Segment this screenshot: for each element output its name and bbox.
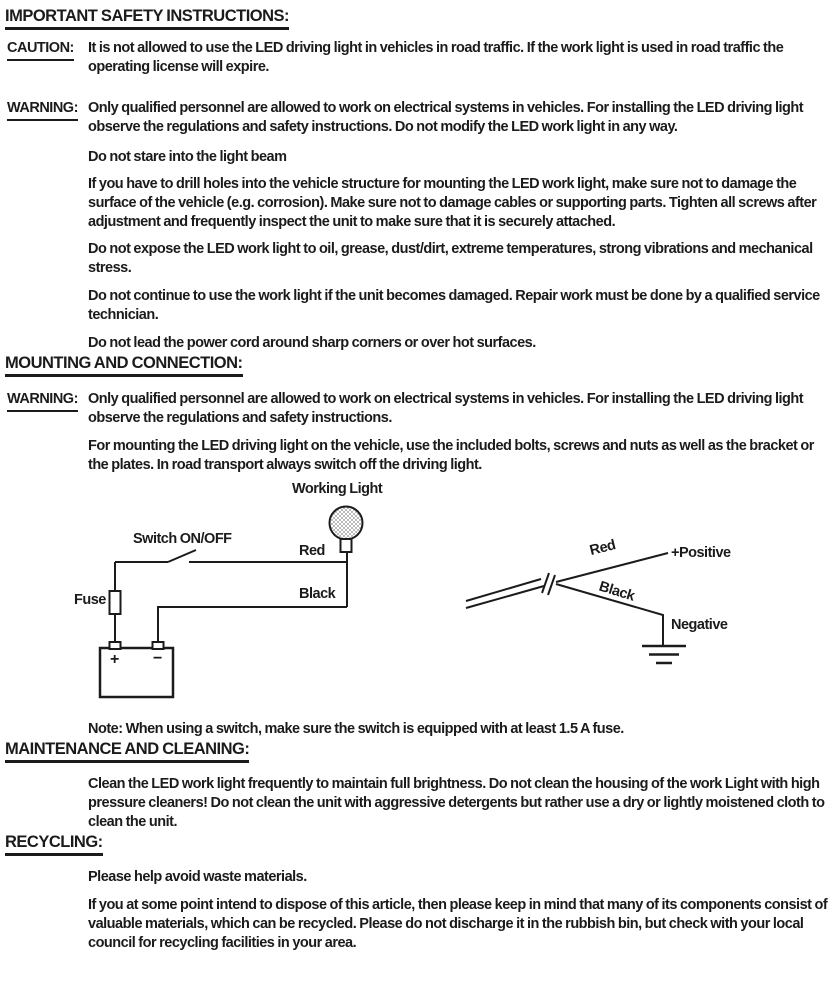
- working-light-label: Working Light: [292, 481, 383, 497]
- red-wire-label: Red: [299, 543, 325, 559]
- cable-break: [548, 575, 555, 595]
- battery-terminal-plus: [110, 642, 121, 649]
- safety-paragraph: Do not continue to use the work light if the unit becomes damaged. Repair work must be done by a qualified service technician.: [88, 288, 820, 323]
- warning-paragraph-mounting: [5, 390, 828, 428]
- section-heading-maintenance-text: MAINTENANCE AND CLEANING:: [5, 739, 249, 763]
- light-stem: [341, 539, 352, 552]
- section-heading-safety: [5, 6, 828, 30]
- caution-text: It is not allowed to use the LED driving light in vehicles in road traffic. If the work light is used in road traffic the operating license will expire.: [88, 40, 784, 75]
- switch-label: Switch ON/OFF: [133, 531, 232, 547]
- fuse-symbol: [110, 591, 121, 614]
- section-heading-recycling-text: RECYCLING:: [5, 832, 103, 856]
- switch-note: Note: When using a switch, make sure the switch is equipped with at least 1.5 A fuse.: [88, 721, 624, 737]
- safety-paragraph: Do not stare into the light beam: [88, 149, 287, 165]
- negative-label: Negative: [671, 617, 728, 633]
- battery-plus-sign: +: [110, 651, 119, 668]
- wiring-diagram: [5, 481, 828, 712]
- maintenance-paragraph: Clean the LED work light frequently to maintain full brightness. Do not clean the housing of the work Light with high pressure cleaners! Do not clean the unit with aggressive detergents but rather use a dry or lightly moistened cloth to clean the unit.: [88, 776, 825, 830]
- battery-minus-sign: −: [153, 650, 162, 667]
- safety-paragraph: If you have to drill holes into the vehicle structure for mounting the LED work light, make sure not to damage the surface of the vehicle (e.g. corrosion). Make sure not to damage cables or supporting parts. Tighten all screws after adjustment and frequently inspect the unit to make sure that it is securely attached.: [88, 176, 817, 230]
- warning-text: Only qualified personnel are allowed to work on electrical systems in vehicles. For installing the LED driving light observe the regulations and safety instructions.: [88, 391, 804, 426]
- cable-red-wire: [556, 553, 668, 582]
- cable-black-label: Black: [597, 578, 637, 605]
- ground-icon: [642, 646, 686, 663]
- section-heading-safety-text: IMPORTANT SAFETY INSTRUCTIONS:: [5, 6, 289, 30]
- cable-red-label: Red: [588, 537, 618, 559]
- positive-label: +Positive: [671, 545, 731, 561]
- caution-paragraph: [5, 39, 828, 77]
- black-wire: [158, 607, 347, 643]
- mounting-paragraph: For mounting the LED driving light on the vehicle, use the included bolts, screws and nuts as well as the bracket or the plates. In road transport always switch off the driving light.: [88, 438, 814, 473]
- warning-paragraph-safety: [5, 99, 828, 137]
- warning-label: WARNING:: [7, 99, 78, 121]
- recycling-paragraph: If you at some point intend to dispose of this article, then please keep in mind that many of its components consist of valuable materials, which can be recycled. Please do not discharge it in the rubbish bin, but check with your local council for recycling facilities in your area.: [88, 897, 828, 951]
- safety-paragraph: Do not lead the power cord around sharp corners or over hot surfaces.: [88, 335, 536, 351]
- black-wire-label: Black: [299, 586, 336, 602]
- warning-label: WARNING:: [7, 390, 78, 412]
- switch-blade: [168, 550, 196, 562]
- section-heading-mounting-text: MOUNTING AND CONNECTION:: [5, 353, 243, 377]
- battery-terminal-minus: [153, 642, 164, 649]
- fuse-label: Fuse: [74, 592, 106, 608]
- safety-paragraph: Do not expose the LED work light to oil, grease, dust/dirt, extreme temperatures, strong vibrations and mechanical stress.: [88, 241, 813, 276]
- section-heading-mounting: [5, 353, 828, 377]
- section-heading-maintenance: [5, 739, 828, 763]
- working-light-symbol: [330, 507, 363, 540]
- wiring-diagram-lines: [5, 481, 828, 712]
- cable-break: [542, 573, 549, 593]
- recycling-paragraph: Please help avoid waste materials.: [88, 869, 307, 885]
- warning-text: Only qualified personnel are allowed to work on electrical systems in vehicles. For installing the LED driving light observe the regulations and safety instructions. Do not modify the LED work light in any way.: [88, 100, 804, 135]
- caution-label: CAUTION:: [7, 39, 74, 61]
- section-heading-recycling: [5, 832, 828, 856]
